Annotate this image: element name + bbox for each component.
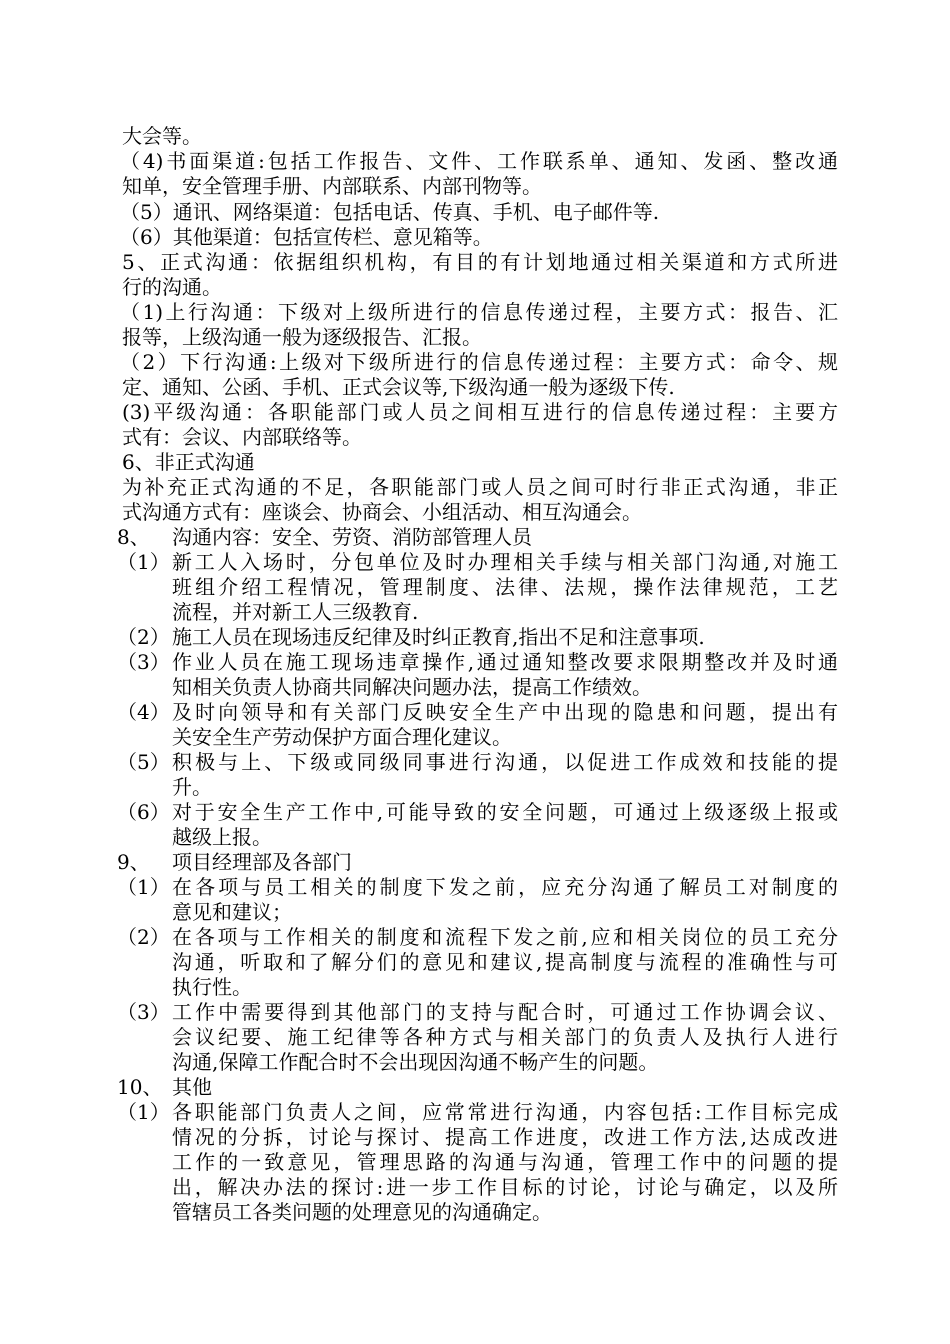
item-number: （3） bbox=[117, 650, 170, 674]
list-item-line: 出，解决办法的探讨:进一步工作目标的讨论，讨论与确定，以及所 bbox=[172, 1175, 838, 1199]
text-line: 5、正式沟通：依据组织机构，有目的有计划地通过相关渠道和方式所进 bbox=[122, 250, 838, 274]
list-item-line: 积极与上、下级或同级同事进行沟通，以促进工作成效和技能的提 bbox=[172, 750, 838, 774]
list-item-line: 升。 bbox=[172, 775, 212, 799]
list-item-line: 情况的分拆，讨论与探讨、提高工作进度，改进工作方法,达成改进 bbox=[172, 1125, 838, 1149]
text-line: （1)上行沟通：下级对上级所进行的信息传递过程，主要方式：报告、汇 bbox=[120, 300, 838, 324]
list-item-line: 会议纪要、施工纪律等各种方式与相关部门的负责人及执行人进行 bbox=[172, 1025, 838, 1049]
section-heading: 其他 bbox=[172, 1075, 212, 1099]
section-heading: 项目经理部及各部门 bbox=[172, 850, 352, 874]
list-item-line: 越级上报。 bbox=[172, 825, 272, 849]
section-heading: 6、非正式沟通 bbox=[122, 450, 255, 474]
list-item-line: 工作中需要得到其他部门的支持与配合时，可通过工作协调会议、 bbox=[172, 1000, 838, 1024]
list-item-line: 施工人员在现场违反纪律及时纠正教育,指出不足和注意事项. bbox=[172, 625, 705, 649]
list-item-line: 工作的一致意见，管理思路的沟通与沟通，管理工作中的问题的提 bbox=[172, 1150, 838, 1174]
item-number: （5） bbox=[117, 750, 170, 774]
text-line: 报等，上级沟通一般为逐级报告、汇报。 bbox=[122, 325, 482, 349]
section-heading: 沟通内容：安全、劳资、消防部管理人员 bbox=[172, 525, 532, 549]
list-item-line: 知相关负责人协商共同解决问题办法，提高工作绩效。 bbox=[172, 675, 652, 699]
item-number: （6） bbox=[117, 800, 170, 824]
item-number: （2） bbox=[117, 925, 170, 949]
item-number: （1） bbox=[117, 550, 170, 574]
text-line: 知单，安全管理手册、内部联系、内部刊物等。 bbox=[122, 174, 542, 198]
list-item-line: 执行性。 bbox=[172, 975, 252, 999]
section-number: 8、 bbox=[117, 525, 150, 549]
text-line: 为补充正式沟通的不足，各职能部门或人员之间可时行非正式沟通，非正 bbox=[122, 475, 838, 499]
list-item-line: 作业人员在施工现场违章操作,通过通知整改要求限期整改并及时通 bbox=[172, 650, 838, 674]
list-item-line: 沟通，听取和了解分们的意见和建议,提高制度与流程的准确性与可 bbox=[172, 950, 838, 974]
item-number: （2） bbox=[117, 625, 170, 649]
text-line: （4)书面渠道:包括工作报告、文件、工作联系单、通知、发函、整改通 bbox=[120, 149, 838, 173]
list-item-line: 在各项与工作相关的制度和流程下发之前,应和相关岗位的员工充分 bbox=[172, 925, 838, 949]
text-line: （6）其他渠道：包括宣传栏、意见箱等。 bbox=[120, 225, 493, 249]
list-item-line: 各职能部门负责人之间，应常常进行沟通，内容包括:工作目标完成 bbox=[172, 1100, 838, 1124]
item-number: （3） bbox=[117, 1000, 170, 1024]
item-number: （1） bbox=[117, 1100, 170, 1124]
section-number: 10、 bbox=[117, 1075, 163, 1099]
text-line: （2）下行沟通:上级对下级所进行的信息传递过程：主要方式：命令、规 bbox=[120, 350, 838, 374]
list-item-line: 流程，并对新工人三级教育. bbox=[172, 600, 419, 624]
list-item-line: 在各项与员工相关的制度下发之前，应充分沟通了解员工对制度的 bbox=[172, 875, 838, 899]
text-line: 式沟通方式有：座谈会、协商会、小组活动、相互沟通会。 bbox=[122, 500, 642, 524]
section-number: 9、 bbox=[117, 850, 150, 874]
item-number: （1） bbox=[117, 875, 170, 899]
list-item-line: 管辖员工各类问题的处理意见的沟通确定。 bbox=[172, 1200, 552, 1224]
text-line: 定、通知、公函、手机、正式会议等,下级沟通一般为逐级下传. bbox=[122, 375, 675, 399]
list-item-line: 意见和建议； bbox=[172, 900, 292, 924]
list-item-line: 新工人入场时，分包单位及时办理相关手续与相关部门沟通,对施工 bbox=[172, 550, 838, 574]
list-item-line: 对于安全生产工作中,可能导致的安全问题，可通过上级逐级上报或 bbox=[172, 800, 838, 824]
item-number: （4） bbox=[117, 700, 170, 724]
list-item-line: 及时向领导和有关部门反映安全生产中出现的隐患和问题，提出有 bbox=[172, 700, 838, 724]
text-line: 式有：会议、内部联络等。 bbox=[122, 425, 362, 449]
text-line: （5）通讯、网络渠道：包括电话、传真、手机、电子邮件等. bbox=[120, 200, 660, 224]
text-line: 行的沟通。 bbox=[122, 275, 222, 299]
text-line: (3)平级沟通：各职能部门或人员之间相互进行的信息传递过程：主要方 bbox=[122, 400, 838, 424]
list-item-line: 沟通,保障工作配合时不会出现因沟通不畅产生的问题。 bbox=[172, 1050, 659, 1074]
list-item-line: 班组介绍工程情况，管理制度、法律、法规，操作法律规范，工艺 bbox=[172, 575, 838, 599]
text-line: 大会等。 bbox=[122, 124, 202, 148]
list-item-line: 关安全生产劳动保护方面合理化建议。 bbox=[172, 725, 512, 749]
